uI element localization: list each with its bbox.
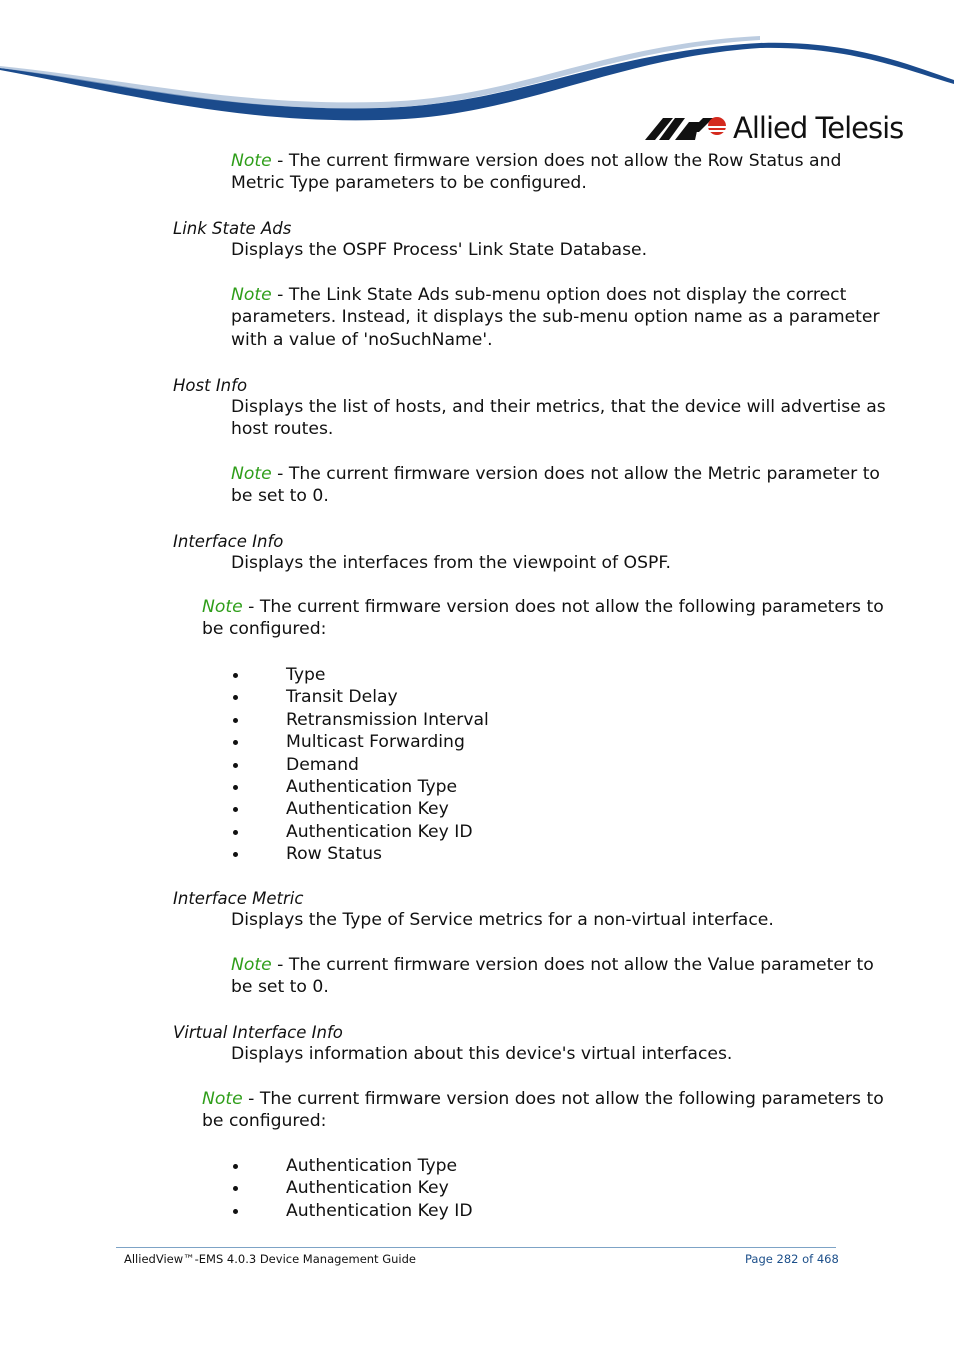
note-label: Note bbox=[231, 955, 272, 975]
note-text: - The current firmware version does not allow the following parameters to bbox=[242, 1089, 884, 1109]
list-item: Authentication Key ID bbox=[228, 821, 489, 843]
intro-note bbox=[231, 150, 841, 195]
footer-page-number: Page 282 of 468 bbox=[745, 1252, 839, 1266]
list-item: Demand bbox=[228, 754, 489, 776]
section-description: Displays the OSPF Process' Link State Database. bbox=[231, 240, 648, 260]
footer-document-title: AlliedView™-EMS 4.0.3 Device Management Guide bbox=[124, 1252, 416, 1266]
note-text: - The Link State Ads sub-menu option does not display the correct bbox=[271, 285, 847, 305]
footer-divider bbox=[116, 1247, 836, 1248]
list-item: Multicast Forwarding bbox=[228, 731, 489, 753]
list-item: Transit Delay bbox=[228, 686, 489, 708]
section-title-host-info: Host Info bbox=[173, 376, 248, 395]
section-description bbox=[231, 396, 886, 441]
note-text: - The current firmware version does not allow the following parameters to bbox=[242, 597, 884, 617]
list-item: Authentication Key bbox=[228, 798, 489, 820]
list-item: Authentication Key bbox=[228, 1177, 473, 1199]
section-title-interface-metric: Interface Metric bbox=[173, 889, 304, 908]
interface-info-note bbox=[202, 596, 884, 641]
description-line: host routes. bbox=[231, 419, 334, 440]
note-label: Note bbox=[202, 597, 243, 617]
section-description: Displays the Type of Service metrics for a non-virtual interface. bbox=[231, 910, 774, 930]
interface-metric-note bbox=[231, 954, 874, 999]
note-text: Metric Type parameters to be configured. bbox=[231, 173, 587, 194]
note-text: be set to 0. bbox=[231, 977, 329, 998]
note-text: - The current firmware version does not allow the Metric parameter to bbox=[271, 464, 880, 484]
list-item: Type bbox=[228, 664, 489, 686]
note-label: Note bbox=[231, 285, 272, 305]
logo-wordmark: Allied Telesis bbox=[733, 111, 904, 145]
list-item: Retransmission Interval bbox=[228, 709, 489, 731]
section-title-interface-info: Interface Info bbox=[173, 532, 284, 551]
note-label: Note bbox=[231, 464, 272, 484]
note-text: parameters. Instead, it displays the sub-menu option name as a parameter bbox=[231, 307, 880, 328]
description-line: Displays the list of hosts, and their metrics, that the device will advertise as bbox=[231, 397, 886, 417]
list-item: Authentication Type bbox=[228, 776, 489, 798]
note-label: Note bbox=[202, 1089, 243, 1109]
virtual-interface-info-note bbox=[202, 1088, 884, 1133]
list-item: Authentication Key ID bbox=[228, 1200, 473, 1222]
section-title-virtual-interface-info: Virtual Interface Info bbox=[173, 1023, 343, 1042]
note-label: Note bbox=[231, 151, 272, 171]
allied-telesis-logo bbox=[645, 110, 903, 146]
allied-telesis-logo-icon bbox=[645, 112, 727, 144]
note-text: - The current firmware version does not allow the Row Status and bbox=[271, 151, 842, 171]
note-text: be configured: bbox=[202, 619, 327, 640]
note-text: with a value of 'noSuchName'. bbox=[231, 329, 493, 350]
note-text: - The current firmware version does not allow the Value parameter to bbox=[271, 955, 874, 975]
link-state-ads-note bbox=[231, 284, 880, 351]
section-title-link-state-ads: Link State Ads bbox=[173, 219, 292, 238]
note-text: be set to 0. bbox=[231, 486, 329, 507]
virtual-interface-info-parameter-list bbox=[228, 1155, 473, 1222]
note-text: be configured: bbox=[202, 1111, 327, 1132]
list-item: Row Status bbox=[228, 843, 489, 865]
list-item: Authentication Type bbox=[228, 1155, 473, 1177]
section-description: Displays information about this device's virtual interfaces. bbox=[231, 1044, 733, 1064]
interface-info-parameter-list bbox=[228, 664, 489, 866]
host-info-note bbox=[231, 463, 880, 508]
section-description: Displays the interfaces from the viewpoint of OSPF. bbox=[231, 553, 671, 573]
